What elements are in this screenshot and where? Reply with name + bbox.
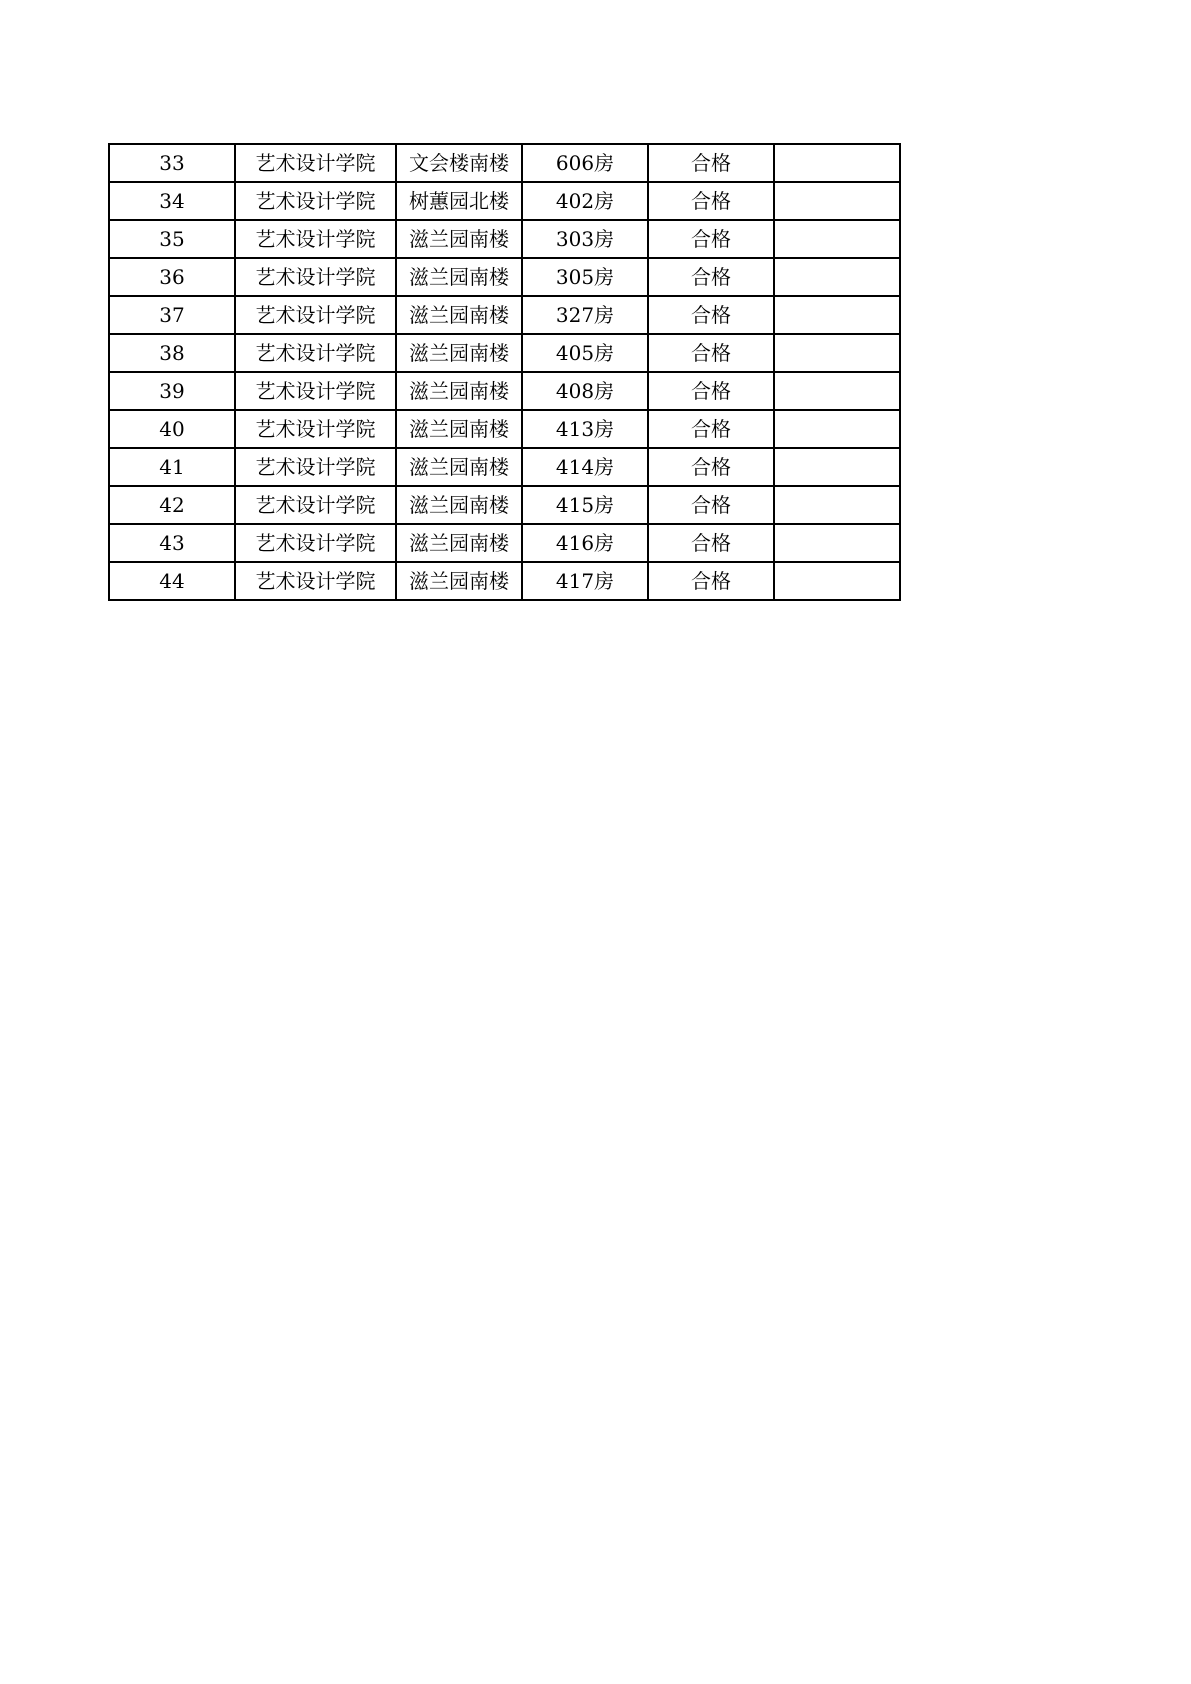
table-row bbox=[109, 448, 900, 486]
college-cell: 艺术设计学院 bbox=[235, 486, 396, 524]
table-row bbox=[109, 372, 900, 410]
room-cell: 303房 bbox=[522, 220, 648, 258]
result-cell: 合格 bbox=[648, 296, 774, 334]
remark-cell bbox=[774, 182, 900, 220]
room-cell: 413房 bbox=[522, 410, 648, 448]
table-row bbox=[109, 334, 900, 372]
result-cell: 合格 bbox=[648, 486, 774, 524]
result-cell: 合格 bbox=[648, 562, 774, 600]
building-cell: 滋兰园南楼 bbox=[396, 524, 522, 562]
building-cell: 滋兰园南楼 bbox=[396, 220, 522, 258]
row-number-cell: 33 bbox=[109, 144, 235, 182]
dormitory-inspection-table bbox=[108, 143, 901, 601]
row-number-cell: 39 bbox=[109, 372, 235, 410]
result-cell: 合格 bbox=[648, 220, 774, 258]
row-number-cell: 43 bbox=[109, 524, 235, 562]
result-cell: 合格 bbox=[648, 258, 774, 296]
remark-cell bbox=[774, 144, 900, 182]
result-cell: 合格 bbox=[648, 144, 774, 182]
table-row bbox=[109, 486, 900, 524]
table-row bbox=[109, 296, 900, 334]
table-row bbox=[109, 562, 900, 600]
result-cell: 合格 bbox=[648, 524, 774, 562]
table-row bbox=[109, 144, 900, 182]
table-row bbox=[109, 258, 900, 296]
remark-cell bbox=[774, 486, 900, 524]
result-cell: 合格 bbox=[648, 372, 774, 410]
building-cell: 树蕙园北楼 bbox=[396, 182, 522, 220]
result-cell: 合格 bbox=[648, 448, 774, 486]
row-number-cell: 34 bbox=[109, 182, 235, 220]
college-cell: 艺术设计学院 bbox=[235, 524, 396, 562]
building-cell: 滋兰园南楼 bbox=[396, 562, 522, 600]
room-cell: 408房 bbox=[522, 372, 648, 410]
table-row bbox=[109, 410, 900, 448]
building-cell: 滋兰园南楼 bbox=[396, 296, 522, 334]
college-cell: 艺术设计学院 bbox=[235, 220, 396, 258]
room-cell: 415房 bbox=[522, 486, 648, 524]
result-cell: 合格 bbox=[648, 182, 774, 220]
table-row bbox=[109, 220, 900, 258]
row-number-cell: 36 bbox=[109, 258, 235, 296]
remark-cell bbox=[774, 562, 900, 600]
row-number-cell: 41 bbox=[109, 448, 235, 486]
college-cell: 艺术设计学院 bbox=[235, 448, 396, 486]
college-cell: 艺术设计学院 bbox=[235, 258, 396, 296]
room-cell: 405房 bbox=[522, 334, 648, 372]
row-number-cell: 35 bbox=[109, 220, 235, 258]
room-cell: 327房 bbox=[522, 296, 648, 334]
room-cell: 606房 bbox=[522, 144, 648, 182]
row-number-cell: 37 bbox=[109, 296, 235, 334]
building-cell: 滋兰园南楼 bbox=[396, 448, 522, 486]
remark-cell bbox=[774, 524, 900, 562]
result-cell: 合格 bbox=[648, 334, 774, 372]
college-cell: 艺术设计学院 bbox=[235, 296, 396, 334]
college-cell: 艺术设计学院 bbox=[235, 372, 396, 410]
building-cell: 滋兰园南楼 bbox=[396, 334, 522, 372]
remark-cell bbox=[774, 448, 900, 486]
building-cell: 滋兰园南楼 bbox=[396, 410, 522, 448]
building-cell: 滋兰园南楼 bbox=[396, 486, 522, 524]
remark-cell bbox=[774, 258, 900, 296]
remark-cell bbox=[774, 334, 900, 372]
room-cell: 402房 bbox=[522, 182, 648, 220]
table-body bbox=[109, 144, 900, 600]
college-cell: 艺术设计学院 bbox=[235, 562, 396, 600]
result-cell: 合格 bbox=[648, 410, 774, 448]
remark-cell bbox=[774, 372, 900, 410]
room-cell: 416房 bbox=[522, 524, 648, 562]
building-cell: 文会楼南楼 bbox=[396, 144, 522, 182]
college-cell: 艺术设计学院 bbox=[235, 334, 396, 372]
building-cell: 滋兰园南楼 bbox=[396, 258, 522, 296]
row-number-cell: 44 bbox=[109, 562, 235, 600]
row-number-cell: 42 bbox=[109, 486, 235, 524]
table-row bbox=[109, 182, 900, 220]
college-cell: 艺术设计学院 bbox=[235, 182, 396, 220]
row-number-cell: 40 bbox=[109, 410, 235, 448]
remark-cell bbox=[774, 220, 900, 258]
room-cell: 417房 bbox=[522, 562, 648, 600]
table-row bbox=[109, 524, 900, 562]
remark-cell bbox=[774, 296, 900, 334]
row-number-cell: 38 bbox=[109, 334, 235, 372]
room-cell: 305房 bbox=[522, 258, 648, 296]
college-cell: 艺术设计学院 bbox=[235, 410, 396, 448]
remark-cell bbox=[774, 410, 900, 448]
room-cell: 414房 bbox=[522, 448, 648, 486]
college-cell: 艺术设计学院 bbox=[235, 144, 396, 182]
building-cell: 滋兰园南楼 bbox=[396, 372, 522, 410]
